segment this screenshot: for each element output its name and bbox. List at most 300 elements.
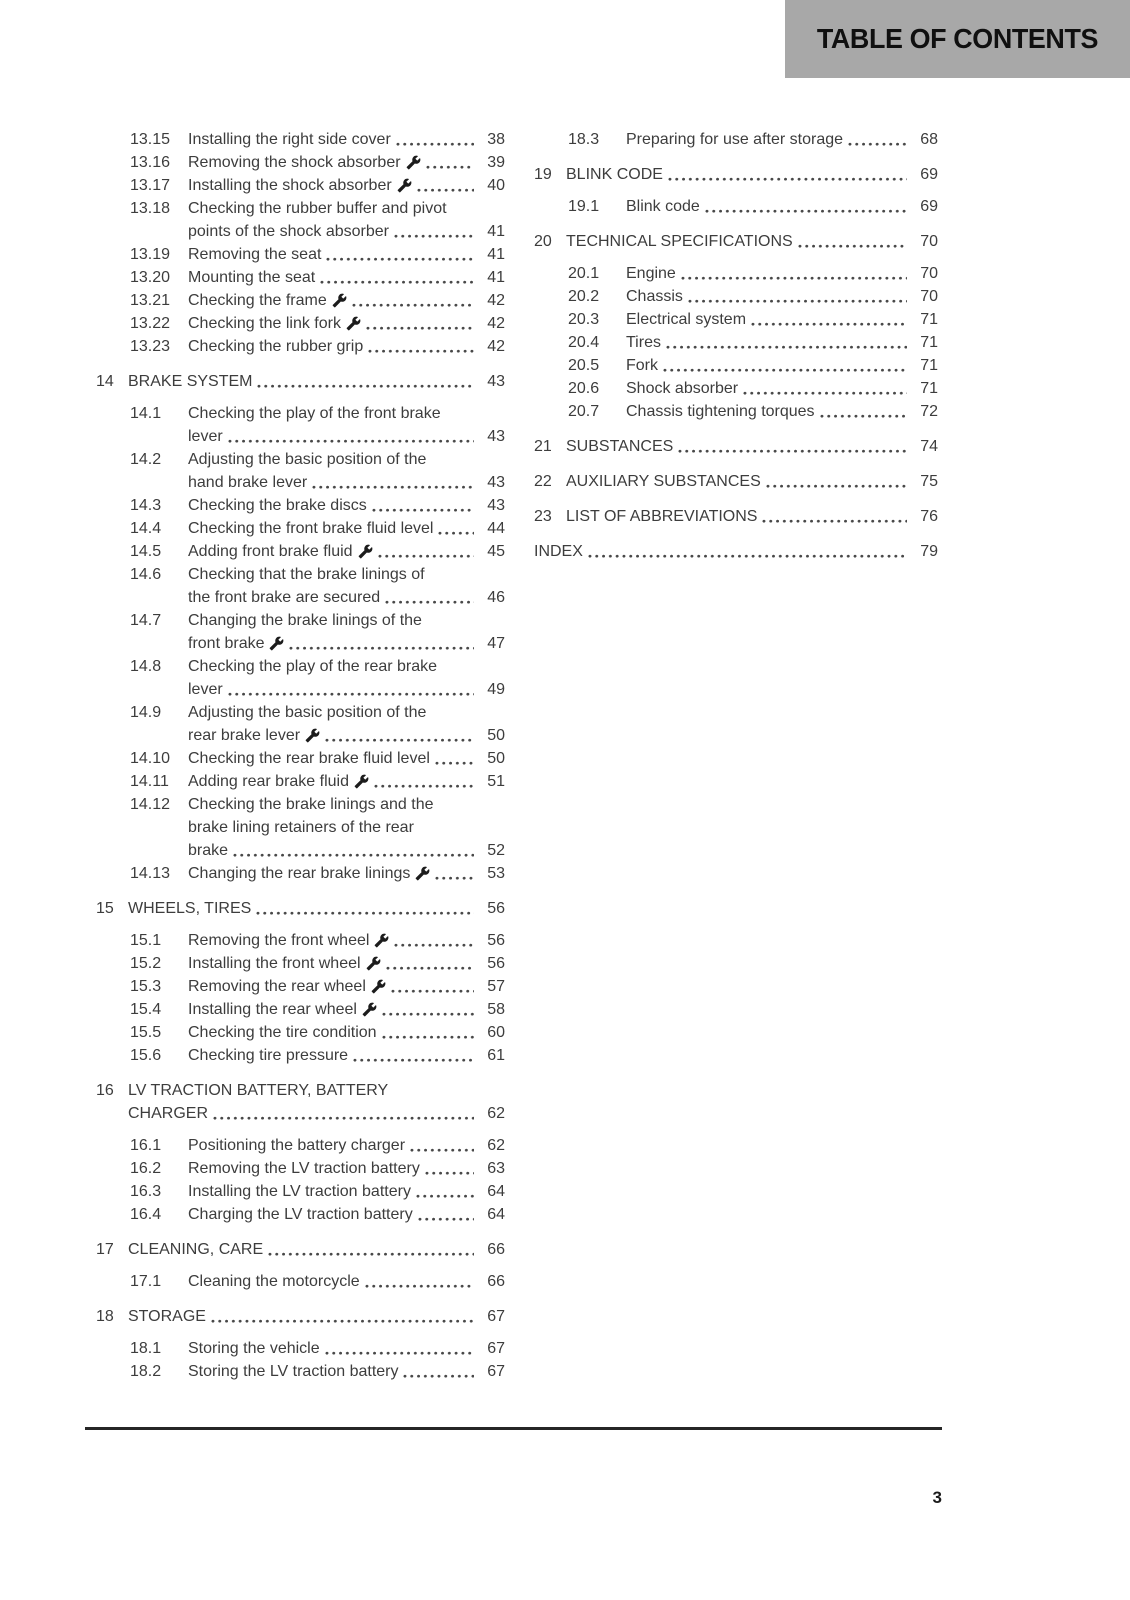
entry-title-row: [188, 1157, 505, 1180]
entry-body: [188, 655, 505, 701]
dot-leader: [311, 471, 474, 494]
entry-page: 50: [487, 750, 505, 767]
entry-title-row: [626, 400, 938, 423]
entry-title-line: Changing the brake linings of the: [188, 612, 422, 629]
entry-title-row: [188, 586, 505, 609]
entry-page: 51: [487, 773, 505, 790]
entry-title-line: Checking the brake linings and the: [188, 796, 434, 813]
entry-body: [188, 1157, 505, 1180]
entry-title: Removing the shock absorber: [188, 154, 401, 171]
dot-leader: [424, 1157, 474, 1180]
dot-leader: [288, 632, 474, 655]
toc-entry: [534, 540, 938, 563]
entry-title-row: [626, 331, 938, 354]
dot-leader: [384, 586, 474, 609]
entry-body: [188, 1360, 505, 1383]
entry-body: [188, 747, 505, 770]
entry-title-row: [188, 1270, 505, 1293]
toc-entry: [96, 1180, 505, 1203]
entry-body: [188, 862, 505, 885]
entry-number: 14.2: [130, 451, 162, 468]
entry-title-row: [188, 632, 505, 655]
entry-title-row: [188, 425, 505, 448]
entry-title-row: [188, 494, 505, 517]
entry-title: BLINK CODE: [566, 166, 663, 183]
dot-leader: [761, 505, 907, 528]
entry-title: Blink code: [626, 198, 700, 215]
entry-title: SUBSTANCES: [566, 438, 674, 455]
entry-number: 19.1: [568, 198, 600, 215]
entry-page: 67: [487, 1340, 505, 1357]
entry-title: INDEX: [534, 543, 583, 560]
entry-page: 66: [487, 1241, 505, 1258]
entry-title-row: [626, 308, 938, 331]
toc-entry: [96, 151, 505, 174]
entry-number: 20.4: [568, 334, 600, 351]
dot-leader: [434, 747, 474, 770]
entry-body: [626, 308, 938, 331]
entry-title-line: Adjusting the basic position of the: [188, 451, 427, 468]
entry-title: brake: [188, 842, 229, 859]
entry-body: [188, 952, 505, 975]
entry-title-line: LV TRACTION BATTERY, BATTERY: [128, 1082, 389, 1099]
dot-leader: [365, 312, 474, 335]
entry-body: [188, 1337, 505, 1360]
entry-title: Tires: [626, 334, 661, 351]
entry-page: 41: [487, 269, 505, 286]
toc-column-right: [534, 128, 938, 572]
dot-leader: [425, 151, 474, 174]
toc-entry: [96, 540, 505, 563]
entry-title-row: [188, 128, 505, 151]
entry-body: [566, 230, 938, 253]
entry-number: 16.4: [130, 1206, 162, 1223]
entry-title: WHEELS, TIRES: [128, 900, 252, 917]
entry-page: 75: [920, 473, 938, 490]
entry-title: CLEANING, CARE: [128, 1241, 264, 1258]
entry-body: [188, 1270, 505, 1293]
entry-title-row: [188, 862, 505, 885]
entry-number: 14.10: [130, 750, 171, 767]
dot-leader: [325, 243, 474, 266]
toc-entry: [96, 563, 505, 609]
entry-page: 70: [920, 233, 938, 250]
entry-title: Changing the rear brake linings: [188, 865, 411, 882]
toc-entry: [96, 1360, 505, 1383]
entry-number: 14.3: [130, 497, 162, 514]
entry-body: [626, 377, 938, 400]
entry-title-row: [626, 128, 938, 151]
entry-body: [566, 163, 938, 186]
entry-title: Chassis tightening torques: [626, 403, 815, 420]
toc-entry: [96, 1305, 505, 1328]
entry-title-line: Checking that the brake linings of: [188, 566, 425, 583]
entry-number: 15.1: [130, 932, 162, 949]
toc-entry: [534, 195, 938, 218]
entry-page: 42: [487, 315, 505, 332]
dot-leader: [819, 400, 907, 423]
wrench-icon: [362, 1002, 377, 1017]
entry-title: the front brake are secured: [188, 589, 381, 606]
entry-title: Fork: [626, 357, 658, 374]
dot-leader: [393, 220, 474, 243]
wrench-icon: [332, 293, 347, 308]
toc-entry: [534, 308, 938, 331]
entry-title: Installing the LV traction battery: [188, 1183, 411, 1200]
dot-leader: [324, 1337, 474, 1360]
dot-leader: [364, 1270, 474, 1293]
entry-title: Engine: [626, 265, 676, 282]
entry-page: 76: [920, 508, 938, 525]
dot-leader: [677, 435, 907, 458]
dot-leader: [319, 266, 474, 289]
entry-number: 15.5: [130, 1024, 162, 1041]
entry-number: 14.8: [130, 658, 162, 675]
entry-title-row: [534, 540, 938, 563]
entry-number: 13.18: [130, 200, 171, 217]
entry-page: 70: [920, 265, 938, 282]
entry-body: [188, 793, 505, 862]
entry-title: CHARGER: [128, 1105, 209, 1122]
entry-number: 18.3: [568, 131, 600, 148]
dot-leader: [587, 540, 907, 563]
wrench-icon: [374, 933, 389, 948]
wrench-icon: [371, 979, 386, 994]
entry-number: 15.6: [130, 1047, 162, 1064]
entry-body: [128, 1238, 505, 1261]
entry-title: Installing the shock absorber: [188, 177, 392, 194]
entry-number: 14.5: [130, 543, 162, 560]
dot-leader: [212, 1102, 474, 1125]
entry-page: 71: [920, 357, 938, 374]
entry-page: 44: [487, 520, 505, 537]
entry-page: 43: [487, 373, 505, 390]
entry-title-row: [188, 335, 505, 358]
toc-entry: [96, 370, 505, 393]
entry-number: 14.13: [130, 865, 171, 882]
entry-number: 21: [534, 438, 552, 455]
entry-title: Cleaning the motorcycle: [188, 1273, 360, 1290]
entry-body: [188, 563, 505, 609]
entry-title-row: [188, 1203, 505, 1226]
entry-title-row: [188, 517, 505, 540]
entry-number: 14.6: [130, 566, 162, 583]
toc-entry: [96, 494, 505, 517]
toc-entry: [96, 517, 505, 540]
entry-body: [188, 128, 505, 151]
dot-leader: [385, 952, 474, 975]
entry-title: Checking the rubber grip: [188, 338, 364, 355]
toc-entry: [534, 470, 938, 493]
entry-title-row: [188, 471, 505, 494]
entry-title-line: Checking the play of the front brake: [188, 405, 441, 422]
toc-entry: [534, 377, 938, 400]
entry-title: Checking tire pressure: [188, 1047, 349, 1064]
entry-body: [188, 998, 505, 1021]
dot-leader: [371, 494, 474, 517]
entry-number: 20.7: [568, 403, 600, 420]
entry-page: 39: [487, 154, 505, 171]
entry-title: Positioning the battery charger: [188, 1137, 406, 1154]
entry-title-row: [626, 377, 938, 400]
entry-body: [566, 470, 938, 493]
entry-page: 79: [920, 543, 938, 560]
entry-body: [188, 1180, 505, 1203]
entry-title: Chassis: [626, 288, 683, 305]
entry-title: points of the shock absorber: [188, 223, 390, 240]
entry-body: [128, 1079, 505, 1125]
toc-entry: [534, 230, 938, 253]
dot-leader: [847, 128, 907, 151]
entry-title: Checking the frame: [188, 292, 327, 309]
entry-title: TECHNICAL SPECIFICATIONS: [566, 233, 793, 250]
toc-entry: [534, 128, 938, 151]
entry-body: [626, 400, 938, 423]
entry-page: 71: [920, 311, 938, 328]
entry-title: lever: [188, 681, 223, 698]
entry-body: [188, 609, 505, 655]
toc-entry: [96, 448, 505, 494]
entry-body: [188, 448, 505, 494]
entry-title-line: Checking the play of the rear brake: [188, 658, 438, 675]
entry-number: 15.2: [130, 955, 162, 972]
entry-number: 14: [96, 373, 114, 390]
entry-number: 18: [96, 1308, 114, 1325]
entry-number: 15.3: [130, 978, 162, 995]
entry-number: 18.2: [130, 1363, 162, 1380]
toc-column-left: [96, 128, 505, 1383]
dot-leader: [416, 174, 474, 197]
entry-body: [188, 1044, 505, 1067]
entry-page: 68: [920, 131, 938, 148]
wrench-icon: [305, 728, 320, 743]
entry-title-row: [128, 370, 505, 393]
toc-entry: [96, 952, 505, 975]
entry-page: 43: [487, 474, 505, 491]
entry-number: 23: [534, 508, 552, 525]
entry-title-row: [188, 975, 505, 998]
entry-title-row: [188, 151, 505, 174]
entry-title-row: [188, 1337, 505, 1360]
entry-number: 15.4: [130, 1001, 162, 1018]
entry-number: 13.20: [130, 269, 171, 286]
entry-title-row: [188, 174, 505, 197]
toc-entry: [96, 929, 505, 952]
entry-page: 64: [487, 1206, 505, 1223]
entry-body: [188, 517, 505, 540]
entry-number: 18.1: [130, 1340, 162, 1357]
dot-leader: [227, 425, 474, 448]
dot-leader: [367, 335, 474, 358]
wrench-icon: [397, 178, 412, 193]
entry-body: [188, 402, 505, 448]
entry-title-row: [188, 839, 505, 862]
entry-body: [128, 370, 505, 393]
entry-title-line: Checking the rubber buffer and pivot: [188, 200, 447, 217]
entry-body: [188, 243, 505, 266]
entry-page: 70: [920, 288, 938, 305]
toc-entry: [96, 1134, 505, 1157]
toc-entry: [96, 289, 505, 312]
entry-page: 62: [487, 1137, 505, 1154]
page-number: 3: [932, 1488, 942, 1507]
toc-entry: [534, 354, 938, 377]
wrench-icon: [269, 636, 284, 651]
entry-body: [188, 266, 505, 289]
entry-title: Adding rear brake fluid: [188, 773, 349, 790]
entry-title: Checking the link fork: [188, 315, 341, 332]
entry-number: 13.23: [130, 338, 171, 355]
toc-entry: [534, 285, 938, 308]
entry-number: 14.12: [130, 796, 171, 813]
entry-title-row: [188, 747, 505, 770]
entry-page: 60: [487, 1024, 505, 1041]
dot-leader: [662, 354, 907, 377]
entry-body: [188, 197, 505, 243]
entry-title-row: [188, 220, 505, 243]
entry-title-row: [188, 724, 505, 747]
entry-body: [188, 975, 505, 998]
entry-title-row: [128, 1102, 505, 1125]
dot-leader: [377, 540, 474, 563]
entry-title-row: [188, 952, 505, 975]
entry-body: [188, 494, 505, 517]
dot-leader: [742, 377, 907, 400]
toc-entry: [534, 400, 938, 423]
toc-entry: [96, 1270, 505, 1293]
dot-leader: [704, 195, 907, 218]
toc-entry: [96, 1157, 505, 1180]
entry-page: 42: [487, 292, 505, 309]
entry-page: 47: [487, 635, 505, 652]
entry-page: 57: [487, 978, 505, 995]
dot-leader: [765, 470, 907, 493]
entry-title-row: [128, 897, 505, 920]
entry-title: Removing the rear wheel: [188, 978, 366, 995]
entry-page: 43: [487, 428, 505, 445]
entry-number: 13.21: [130, 292, 171, 309]
entry-body: [626, 354, 938, 377]
header-banner: [785, 0, 1130, 78]
entry-title: lever: [188, 428, 223, 445]
entry-title-row: [188, 243, 505, 266]
dot-leader: [390, 975, 474, 998]
dot-leader: [667, 163, 907, 186]
entry-title: Preparing for use after storage: [626, 131, 844, 148]
entry-body: [188, 174, 505, 197]
entry-title: Installing the rear wheel: [188, 1001, 357, 1018]
entry-body: [188, 701, 505, 747]
entry-title: front brake: [188, 635, 265, 652]
entry-body: [626, 331, 938, 354]
entry-page: 56: [487, 932, 505, 949]
toc-entry: [96, 402, 505, 448]
entry-page: 74: [920, 438, 938, 455]
entry-page: 64: [487, 1183, 505, 1200]
entry-title: Removing the LV traction battery: [188, 1160, 420, 1177]
dot-leader: [324, 724, 474, 747]
entry-body: [534, 540, 938, 563]
dot-leader: [256, 370, 474, 393]
entry-title-row: [188, 1134, 505, 1157]
dot-leader: [210, 1305, 474, 1328]
dot-leader: [797, 230, 907, 253]
entry-body: [128, 897, 505, 920]
toc-entry: [534, 331, 938, 354]
entry-page: 62: [487, 1105, 505, 1122]
entry-title-row: [188, 312, 505, 335]
toc-entry: [96, 266, 505, 289]
entry-title-row: [188, 540, 505, 563]
entry-number: 22: [534, 473, 552, 490]
toc-entry: [96, 335, 505, 358]
entry-body: [626, 262, 938, 285]
toc-entry: [96, 975, 505, 998]
dot-leader: [415, 1180, 474, 1203]
entry-title: Shock absorber: [626, 380, 739, 397]
wrench-icon: [358, 544, 373, 559]
dot-leader: [409, 1134, 474, 1157]
entry-number: 14.11: [130, 773, 169, 790]
entry-title-row: [626, 285, 938, 308]
entry-number: 15: [96, 900, 114, 917]
page-title: TABLE OF CONTENTS: [816, 23, 1099, 54]
dot-leader: [255, 897, 474, 920]
entry-page: 50: [487, 727, 505, 744]
entry-title-row: [566, 505, 938, 528]
entry-body: [128, 1305, 505, 1328]
entry-title-row: [566, 435, 938, 458]
entry-page: 72: [920, 403, 938, 420]
entry-title-row: [626, 354, 938, 377]
entry-title: Adding front brake fluid: [188, 543, 353, 560]
toc-entry: [96, 197, 505, 243]
entry-number: 19: [534, 166, 552, 183]
dot-leader: [267, 1238, 474, 1261]
dot-leader: [750, 308, 907, 331]
dot-leader: [373, 770, 474, 793]
entry-number: 14.9: [130, 704, 162, 721]
entry-title-row: [188, 678, 505, 701]
entry-page: 56: [487, 900, 505, 917]
dot-leader: [680, 262, 907, 285]
entry-number: 17.1: [130, 1273, 162, 1290]
entry-title-row: [188, 998, 505, 1021]
wrench-icon: [354, 774, 369, 789]
entry-number: 20.1: [568, 265, 600, 282]
entry-title: Storing the vehicle: [188, 1340, 320, 1357]
entry-title: hand brake lever: [188, 474, 308, 491]
entry-body: [566, 505, 938, 528]
entry-number: 16.3: [130, 1183, 162, 1200]
dot-leader: [687, 285, 907, 308]
entry-body: [188, 1203, 505, 1226]
wrench-icon: [406, 155, 421, 170]
entry-number: 20.3: [568, 311, 600, 328]
entry-page: 63: [487, 1160, 505, 1177]
entry-title: LIST OF ABBREVIATIONS: [566, 508, 758, 525]
footer-rule: [85, 1427, 942, 1430]
entry-body: [566, 435, 938, 458]
entry-page: 41: [487, 246, 505, 263]
entry-title: Electrical system: [626, 311, 747, 328]
toc-entry: [96, 609, 505, 655]
entry-title-row: [626, 195, 938, 218]
dot-leader: [417, 1203, 474, 1226]
entry-title: Charging the LV traction battery: [188, 1206, 413, 1223]
entry-title-row: [188, 289, 505, 312]
toc-entry: [96, 747, 505, 770]
